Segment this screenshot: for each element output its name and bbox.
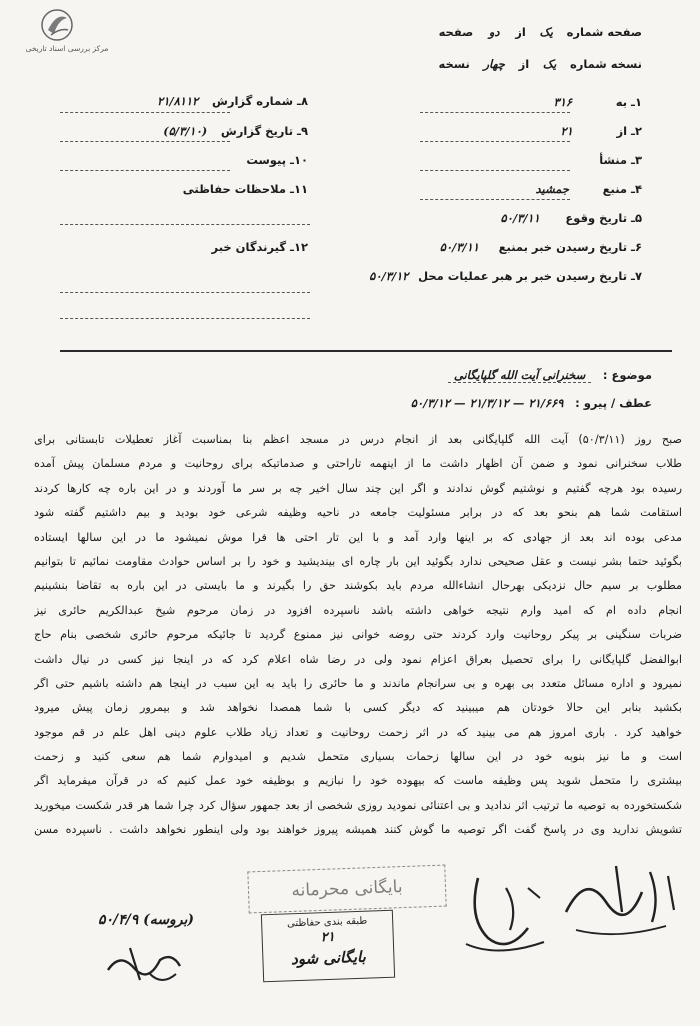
receipt-note: (بروسه) ۵۰/۴/۹ xyxy=(98,912,195,928)
field-news-to-ops-date: ۷ـ تاریخ رسیدن خبر بر هبر عملیات محل ۵۰/۳/۱۲ xyxy=(369,269,642,283)
body-line: بیشتری را متحمل شوید پس وظیفه ماست که بیهوده خود را نبازیم و بوظیفه خود عمل کنیم که در قرآن میفرماید اگر xyxy=(34,774,682,788)
body-line: طلاب سخنرانی نمود و ضمن آن اظهار داشت ما از اینهمه تاراحتی و صدماتیکه برای روحانیت و مردم مسلمان پیش آمده xyxy=(34,457,682,471)
recipients-field: ۱۲ـ گیرندگان خبر xyxy=(211,240,308,254)
signature-center-icon xyxy=(448,858,558,968)
field-to: ۱ـ به ۳۱۶ xyxy=(553,95,642,109)
body-line: رسیده بود هرچه گفتیم و نوشتیم گوش ندادند و اگر این چند سال اخیر چه بر سر ما آوردند و در این باره چه کارها کردند xyxy=(34,481,682,495)
body-line: خواهید کرد . باری امروز هم می بینید که در اثر زحمت روحانیت و تعداد زیاد طلاب علوم دینی اهل علم در قم موجود xyxy=(34,725,682,739)
body-line: بگوئید حتما بشر نیست و عقل صحیحی ندارد بگوئید این بار چاره ای بیندیشید و خود را بر اساس حوادث مقاومت نمائیم تا بتوانیم xyxy=(34,554,682,568)
signature-right-icon xyxy=(556,852,686,942)
reference-field: عطف / پیرو : ۲۱/۶۶۹ — ۲۱/۳/۱۲ — ۵۰/۳/۱۲ xyxy=(410,396,652,410)
field-news-to-source-date: ۶ـ تاریخ رسیدن خبر بمنبع ۵۰/۳/۱۱ xyxy=(439,240,642,254)
field-from: ۲ـ از ۲۱ xyxy=(560,124,642,138)
body-line: تشویش ندارید وی در پاسخ گفت اگر توصیه ما گوش کنند همیشه پیروز خواهند بود ولی اینطور نخواهد داشت . ناسپرده مسن xyxy=(34,823,682,837)
page-number-field: صفحه شماره یک از دو صفحه xyxy=(438,25,642,39)
header-divider xyxy=(60,350,672,352)
archive-emblem-icon xyxy=(40,8,74,42)
classification-stamp: طبقه بندی حفاظتی ۲۱ بایگانی شود xyxy=(261,910,395,983)
logo-caption: مرکز بررسی اسناد تاریخی xyxy=(25,44,109,53)
body-line: بکشید بنابر این حالا خودتان هم میبینید که دیگر کسی با شما همصدا نخواهد شد و بیمرور زمان پیش میرود xyxy=(34,701,682,715)
archive-logo xyxy=(12,8,122,56)
body-line: شکستخورده به توصیه ما ترتیب اثر ندادید و بی اعتنائی نمودید روزی شخصی از بعد جمهور سؤال کرد چرا شما هر قدر شکست میخورید xyxy=(34,798,682,812)
body-line: ابوالفضل گلپایگانی را برای تحصیل بعراق اعزام نمود ولی در رضا شاه اعلام کرد که در اینجا نیز کسی در نیال داشت xyxy=(34,652,682,666)
protective-notes-field: ۱۱ـ ملاحظات حفاظتی xyxy=(182,182,308,196)
body-line: است و ما نیز بنوبه خود در این سالها زحمات بسیاری متحمل شدیم و امیدوارم شما هم سعی کنید و زحمت xyxy=(34,750,682,764)
archive-stamp: بایگانی محرمانه xyxy=(247,865,446,914)
report-date-field: ۹ـ تاریخ گزارش (۵/۳/۱۰) xyxy=(163,124,308,138)
report-body xyxy=(34,428,682,843)
body-line: مطلوب بر سیم حال نزدیکی بهرحال انشاءالله مردم باید بکوشند حق را بگیرند و ما بایستی در این باره به تقاضا بنشینیم xyxy=(34,579,682,593)
field-source: ۴ـ منبع جمشید xyxy=(535,182,642,196)
body-line: استقامت شما هم بنحو بعد که در برابر مسئولیت جامعه در ناحیه وظیفه شرعی خود بودید و بیم داشتیم گفته شود xyxy=(34,506,682,520)
field-origin: ۳ـ منشأ xyxy=(599,153,642,167)
body-line: نمیرود و اداره مسائل متعدد بی بهره و بی سرانجام ماندند و ما حائری را باید به این سبب در اینجا هم داشته باشیم حتی اگر xyxy=(34,676,682,690)
body-line: مدعی بوده اند بعد از جهادی که بر اینها وارد آمد و با این تار احتی ها فرا موش نمیشود ما در این سالها ایستاده xyxy=(34,530,682,544)
subject-field: موضوع : سخنرانی آیت الله گلپایگانی xyxy=(448,368,652,382)
body-line: ضربات سنگینی بر پیکر روحانیت وارد کردند حتی روضه خوانی نیز ممنوع گردید تا جائیکه مرحوم حائری شخصی بنام حاج xyxy=(34,628,682,642)
attachment-field: ۱۰ـ پیوست xyxy=(246,153,308,167)
report-number-field: ۸ـ شماره گزارش ۲۱/۸۱۱۲ xyxy=(157,94,308,108)
signature-left-icon xyxy=(100,930,190,990)
body-line: صبح روز (۵۰/۳/۱۱) آیت الله گلپایگانی بعد از انجام درس در مسجد اعظم بنا بمناسبت آغاز تعطیلات تابستانی برای xyxy=(34,433,682,446)
copy-number-field: نسخه شماره یک از چهار نسخه xyxy=(438,57,642,71)
field-event-date: ۵ـ تاریخ وقوع ۵۰/۳/۱۱ xyxy=(500,211,642,225)
body-line: انجام داده ام که امید وارم نتیجه خواهی داشته باشد ناسپرده افزود در زمان مرحوم شیخ عبدالکریم حائری نیز xyxy=(34,603,682,617)
